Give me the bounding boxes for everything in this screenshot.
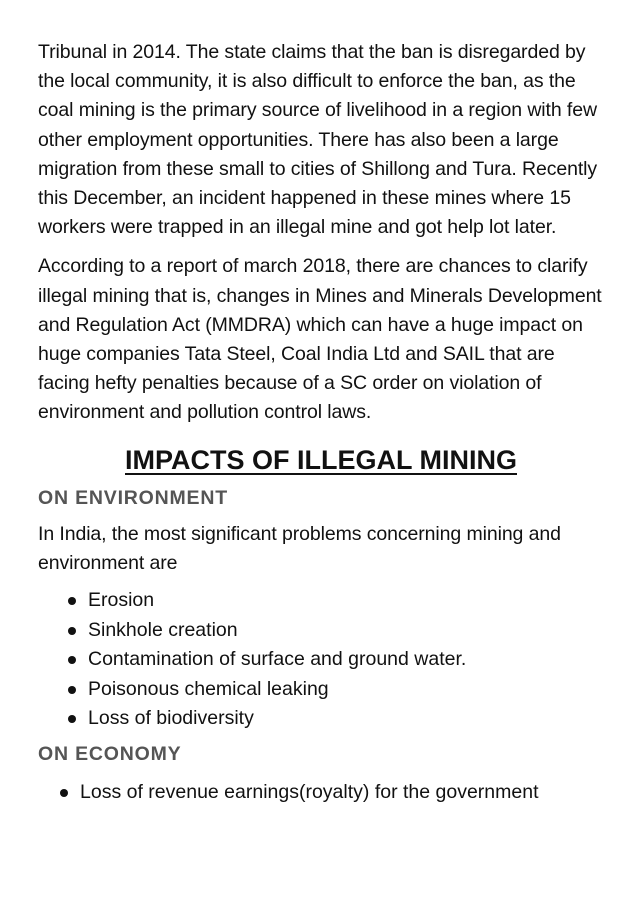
list-item-text: Loss of revenue earnings(royalty) for the government [80, 780, 539, 803]
economy-bullet-list [38, 778, 604, 808]
list-item [68, 645, 604, 675]
environment-intro: In India, the most significant problems concerning mining and environment are [38, 522, 561, 574]
bullet-icon [68, 627, 76, 635]
list-item-text: Erosion [88, 589, 155, 612]
paragraph-report-march-2018: According to a report of march 2018, there are chances to clarify illegal mining that is, changes in Mines and Minerals Development and Regulation Act (MMDRA) which can have a huge impact on huge companies Tata Steel, Coal India Ltd and SAIL that are facing hefty penalties because of a SC order on violation of environment and pollution control laws. [38, 255, 602, 424]
list-item [68, 704, 604, 734]
section-heading: IMPACTS OF ILLEGAL MINING [125, 444, 517, 475]
list-item-text: Sinkhole creation [88, 618, 238, 641]
list-item [68, 616, 604, 646]
list-item [68, 675, 604, 705]
bullet-icon [68, 686, 76, 694]
list-item-text: Poisonous chemical leaking [88, 677, 329, 700]
bullet-icon [68, 715, 76, 723]
list-item-text: Contamination of surface and ground water. [88, 648, 467, 671]
list-item-text: Loss of biodiversity [88, 707, 254, 730]
environment-bullet-list [38, 586, 604, 734]
bullet-icon [68, 597, 76, 605]
list-item [60, 778, 604, 808]
subheading-economy: ON ECONOMY [38, 742, 182, 765]
paragraph-tribunal: Tribunal in 2014. The state claims that the ban is disregarded by the local community, it is also difficult to enforce the ban, as the coal mining is the primary source of livelihood in a region with few other employment opportunities. There has also been a large migration from these small to cities of Shillong and Tura. Recently this December, an incident happened in these mines where 15 workers were trapped in an illegal mine and got help lot later. [38, 41, 598, 239]
subheading-environment: ON ENVIRONMENT [38, 486, 228, 509]
list-item [68, 586, 604, 616]
bullet-icon [60, 789, 68, 797]
document-page [38, 38, 604, 807]
bullet-icon [68, 656, 76, 664]
